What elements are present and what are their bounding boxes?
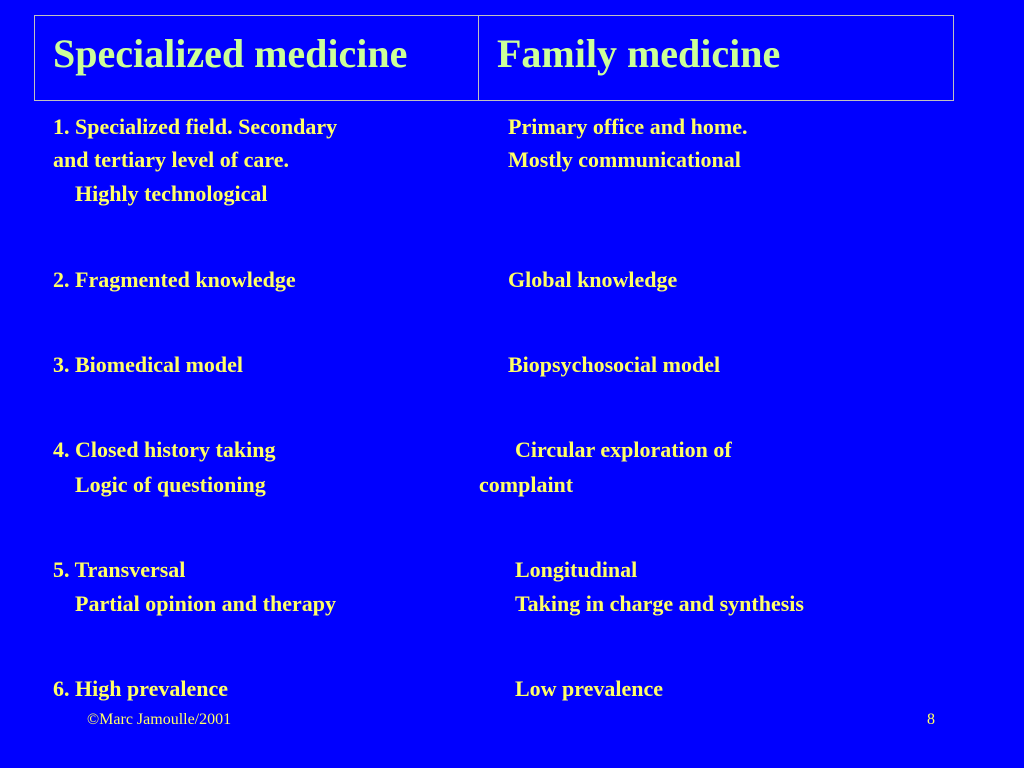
header-family-medicine: Family medicine [497,31,781,76]
row-5-right-line-2: Taking in charge and synthesis [515,591,804,616]
header-divider [478,16,479,100]
row-1-left-line-2: and tertiary level of care. [53,147,290,172]
row-1-right-line-1: Primary office and home. [508,114,748,139]
row-5-left-line-2: Partial opinion and therapy [75,591,336,616]
row-3-left: 3. Biomedical model [53,352,244,377]
header-table [34,15,954,101]
row-6-right: Low prevalence [515,676,664,701]
row-6-left: 6. High prevalence [53,676,228,701]
row-1-left-line-1: 1. Specialized field. Secondary [53,114,338,139]
row-1-right-line-2: Mostly communicational [508,147,741,172]
row-4-left-line-2: Logic of questioning [75,472,266,497]
footer-page-number: 8 [927,711,935,728]
row-4-left-line-1: 4. Closed history taking [53,437,276,462]
row-2-left: 2. Fragmented knowledge [53,267,296,292]
row-5-right-line-1: Longitudinal [515,557,638,582]
row-4-right-line-2: complaint [479,472,574,497]
header-specialized-medicine: Specialized medicine [53,31,408,76]
footer-copyright: ©Marc Jamoulle/2001 [87,711,232,728]
row-4-right-line-1: Circular exploration of [515,437,732,462]
row-5-left-line-1: 5. Transversal [53,557,186,582]
row-1-left-line-3: Highly technological [75,181,268,206]
row-3-right: Biopsychosocial model [508,352,721,377]
row-2-right: Global knowledge [508,267,678,292]
